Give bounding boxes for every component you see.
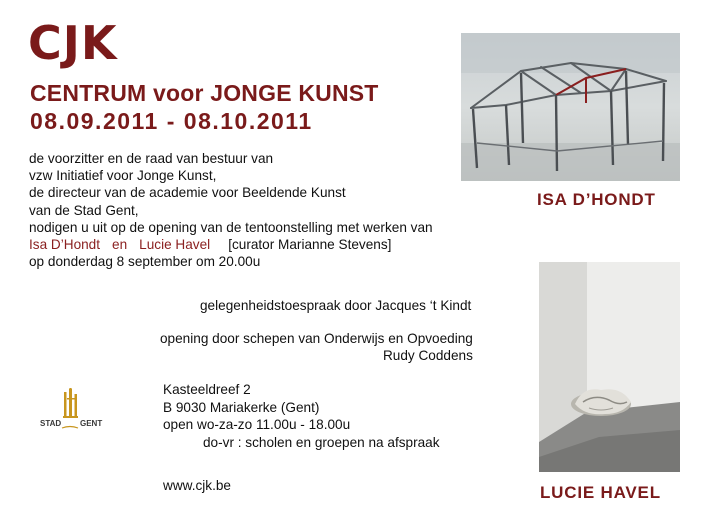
artist-name-lucie: Lucie Havel [139,237,211,253]
invitation-line: vzw Initiatief voor Jonge Kunst, [29,168,217,184]
address-street: Kasteeldreef 2 [163,382,251,397]
artist-connector: en [112,237,128,253]
lucie-havel-artwork-image [539,262,680,472]
exhibition-dates: 08.09.2011 - 08.10.2011 [30,108,313,134]
schools-note: do-vr : scholen en groepen na afspraak [203,434,440,450]
invitation-line: de voorzitter en de raad van bestuur van [29,151,274,166]
invitation-line: nodigen u uit op de opening van de tentoonstelling met werken van [29,219,433,235]
gent-text: GENT [80,419,103,428]
artist-label-isa: ISA D’HONDT [537,190,656,209]
invitation-date-line: op donderdag 8 september om 20.00u [29,254,261,270]
address-block [163,381,440,451]
center-name: CENTRUM voor JONGE KUNST [30,80,379,106]
address-city: B 9030 Mariakerke (Gent) [163,399,320,415]
artist-name-isa: Isa D’Hondt [29,237,101,253]
artist-label-lucie: LUCIE HAVEL [540,483,661,502]
invitation-text [29,150,433,270]
website-link[interactable]: www.cjk.be [163,478,231,493]
stad-text: STAD [40,419,62,428]
stad-gent-emblem-icon [36,388,112,432]
opening-line: opening door schepen van Onderwijs en Opvoeding [160,331,473,346]
opening-block [160,330,473,364]
speech-line: gelegenheidstoespraak door Jacques ‘t Kindt [200,298,472,313]
invitation-line: de directeur van de academie voor Beeldende Kunst [29,185,346,201]
stad-gent-logo [36,388,112,432]
invitation-line: van de Stad Gent, [29,202,139,218]
opening-person: Rudy Coddens [382,348,473,363]
isa-dhondt-artwork-image [461,33,680,181]
opening-hours: open wo-za-zo 11.00u - 18.00u [163,417,351,432]
curator-note: [curator Marianne Stevens] [228,237,392,253]
cjk-logo: CJK [28,16,118,70]
artists-line [29,236,433,253]
